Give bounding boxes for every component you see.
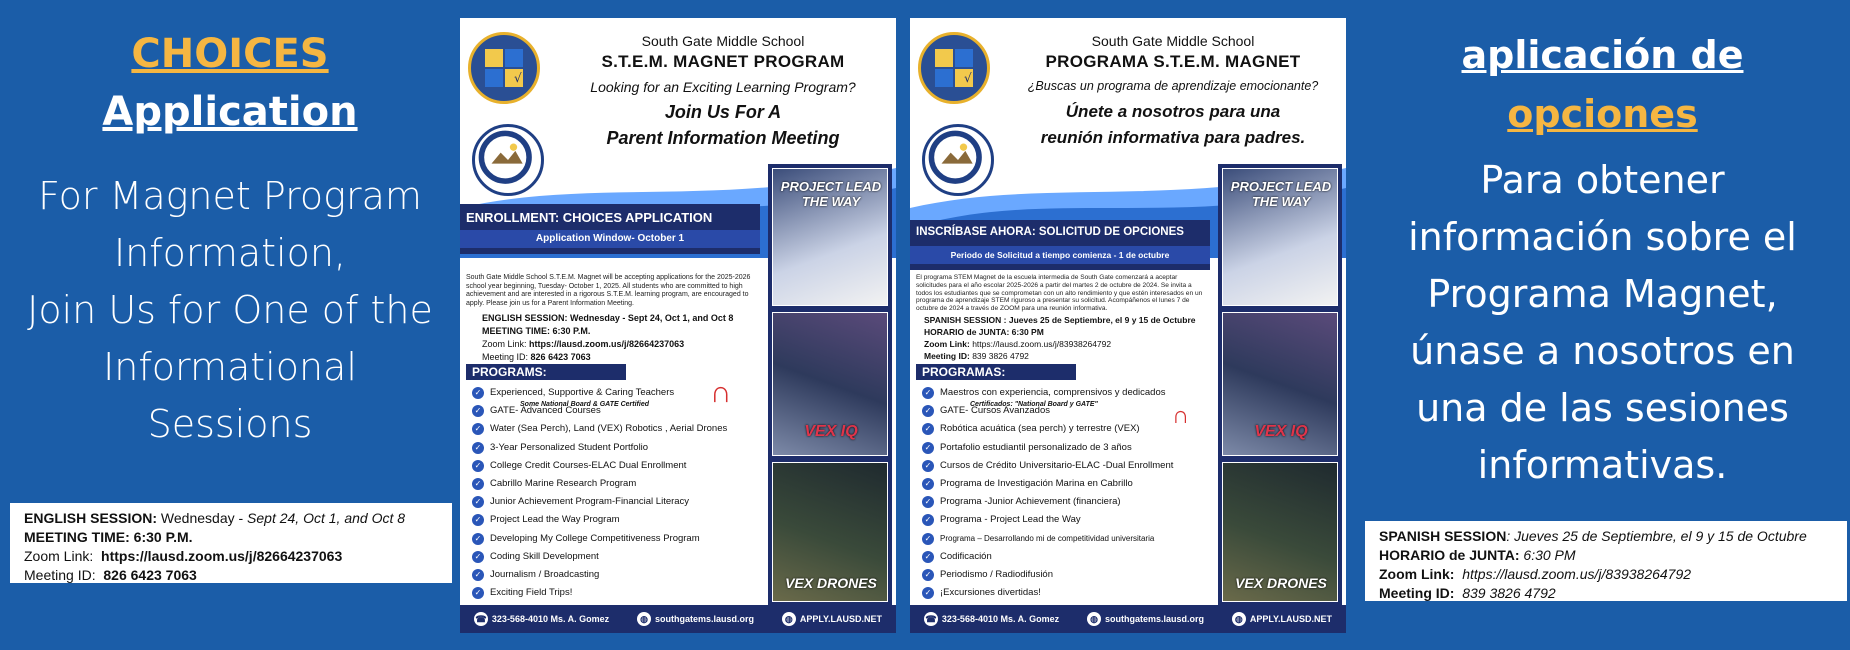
photo-vex-drones [1222,462,1338,602]
check-icon: ✓ [472,533,484,545]
check-icon: ✓ [472,569,484,581]
check-icon: ✓ [922,423,934,435]
photo-vex-drones [772,462,888,602]
zoom-label: Zoom Link: [924,339,970,349]
english-flyer [460,18,896,633]
magnet-icon: ∩ [710,376,732,409]
program-text: Coding Skill Development [490,550,599,562]
check-icon: ✓ [472,551,484,563]
check-icon: ✓ [472,478,484,490]
footer-website[interactable] [1087,612,1204,626]
left-body-text [0,168,460,453]
photo-label: VEX DRONES [785,575,877,591]
flyer-footer [460,605,896,633]
meeting-time-line [24,528,438,547]
meeting-time-line [1379,546,1833,565]
apply-link[interactable]: APPLY.LAUSD.NET [1249,614,1333,624]
program-item [922,530,1212,548]
flyer-footer [910,605,1346,633]
flyer-session-line: ENGLISH SESSION: Wednesday - Sept 24, Oct 1, and Oct 8 [482,313,734,323]
application-window: Periodo de Solicitud a tiempo comienza - 1 de octubre [910,246,1210,264]
photo-label: PROJECT LEAD THE WAY [780,179,882,209]
check-icon: ✓ [922,551,934,563]
session-dates: Sept 24, Oct 1, and Oct 8 [247,510,406,526]
flyer-school-name: South Gate Middle School [641,33,805,49]
program-text: College Credit Courses-ELAC Dual Enrollment [490,459,687,471]
program-text: Programa – Desarrollando mi de competitividad universitaria [940,533,1155,543]
globe-icon: ◍ [1232,612,1246,626]
flyer-zoom-line [482,338,762,351]
left-body-line: Sessions [147,402,313,446]
flyer-zoom-link[interactable]: https://lausd.zoom.us/j/82664237063 [529,339,685,349]
left-body-line: For Magnet Program [38,174,422,218]
program-item [472,548,762,566]
meeting-id-label: Meeting ID: [482,352,529,362]
programs-list [922,384,1212,602]
meeting-id-label: Meeting ID: [24,567,96,583]
flyer-paragraph: South Gate Middle School S.T.E.M. Magnet will be accepting applications for the 2025-2026 school year beginning, Tuesday- October 1, 2025. All students who are committed to high achievement and are interested in a rigorous S.T.E.M. learning program, are encouraged to apply. Please join us for a Parent Information Meeting. [466,274,751,307]
flyer-join-line1: Join Us For A [664,102,782,122]
flyer-session-info [924,314,1204,362]
session-dates: : Jueves 25 de Septiembre, el 9 y 15 de Octubre [1506,528,1807,544]
meeting-id-label: Meeting ID: [924,351,970,361]
program-text: Project Lead the Way Program [490,514,620,526]
check-icon: ✓ [472,514,484,526]
photo-label: PROJECT LEAD THE WAY [1230,179,1332,209]
right-title-aplicacion: aplicación de [1461,33,1744,77]
left-title-application: Application [102,89,358,135]
program-item [472,566,762,584]
program-text: Experienced, Supportive & Caring Teachers [490,387,675,398]
check-icon: ✓ [922,514,934,526]
check-icon: ✓ [922,533,934,545]
svg-text:√: √ [964,71,972,85]
flyer-time-line: MEETING TIME: 6:30 P.M. [482,326,591,336]
meeting-id-line [1379,584,1833,603]
photo-column [1218,164,1342,608]
footer-apply[interactable] [1232,612,1332,626]
check-icon: ✓ [472,387,484,399]
enrollment-title: INSCRÍBASE AHORA: SOLICITUD DE OPCIONES [916,226,1184,238]
photo-column [768,164,892,608]
enrollment-banner [910,220,1210,270]
program-item [922,384,1212,402]
program-text: GATE- Cursos Avanzados [940,405,1051,417]
program-item [922,584,1212,602]
right-body-text [1355,152,1850,494]
check-icon: ✓ [922,587,934,599]
stem-crest-icon [471,35,537,101]
program-text: Junior Achievement Program-Financial Literacy [490,496,690,508]
time-label: MEETING TIME: [24,529,130,545]
check-icon: ✓ [922,387,934,399]
zoom-link-line [24,547,438,566]
right-body-line: informativas. [1477,443,1728,487]
right-body-line: Para obtener [1480,158,1725,202]
program-text: Programa de Investigación Marina en Cabrillo [940,477,1133,489]
svg-text:√: √ [514,71,522,85]
program-item [472,584,762,602]
photo-label: VEX IQ [804,423,858,440]
program-text: Water (Sea Perch), Land (VEX) Robotics , Aerial Drones [490,423,728,435]
certification-note: Some National Board & GATE Certified [520,401,649,408]
footer-phone [924,612,1059,626]
spanish-session-line [1379,527,1833,546]
flyer-question: ¿Buscas un programa de aprendizaje emocionante? [1027,79,1319,93]
time-value: 6:30 P.M. [133,529,193,545]
enrollment-title: ENROLLMENT: CHOICES APPLICATION [466,210,713,225]
program-item [472,439,762,457]
flyer-join-line1: Únete a nosotros para una [1065,102,1281,121]
program-item [922,439,1212,457]
program-item [922,548,1212,566]
flyer-id-line [924,350,1204,362]
photo-label: VEX IQ [1254,423,1308,440]
flyer-zoom-line [924,338,1204,350]
footer-website[interactable] [637,612,754,626]
spanish-flyer [910,18,1346,633]
flyer-question: Looking for an Exciting Learning Program? [590,79,856,95]
spanish-session-box [1365,521,1847,601]
program-text: Robótica acuática (sea perch) y terrestre (VEX) [940,423,1140,435]
photo-vex-iq [772,312,888,456]
program-text: Journalism / Broadcasting [490,568,600,580]
globe-icon: ◍ [637,612,651,626]
meeting-id-value: 839 3826 4792 [972,351,1029,361]
footer-phone [474,612,609,626]
check-icon: ✓ [922,478,934,490]
right-title-opciones: opciones [1507,92,1698,136]
check-icon: ✓ [472,460,484,472]
english-session-box [10,503,452,583]
program-text: Developing My College Competitiveness Program [490,532,700,544]
time-value: 6:30 PM [1523,547,1576,563]
meeting-id-line [24,566,438,585]
check-icon: ✓ [472,587,484,599]
session-label: SPANISH SESSION [1379,528,1507,544]
phone-icon: ☎ [925,614,937,624]
program-text: Maestros con experiencia, comprensivos y dedicados [940,387,1166,398]
flyer-zoom-link[interactable]: https://lausd.zoom.us/j/83938264792 [972,339,1112,349]
program-item [472,420,762,438]
check-icon: ✓ [922,405,934,417]
zoom-link-line [1379,565,1833,584]
zoom-label: Zoom Link: [24,548,94,564]
program-text: ¡Excursiones divertidas! [940,587,1041,599]
program-text: 3-Year Personalized Student Portfolio [490,441,649,453]
zoom-label: Zoom Link: [1379,566,1455,582]
flyer-school-name: South Gate Middle School [1091,33,1255,49]
program-item [922,420,1212,438]
flyer-join-line2: reunión informativa para padres. [1040,128,1306,147]
photo-vex-iq [1222,312,1338,456]
phone-text: 323-568-4010 Ms. A. Gomez [941,614,1060,624]
flyer-session-info [482,312,762,364]
enrollment-banner [460,204,760,254]
check-icon: ✓ [472,423,484,435]
program-text: Exciting Field Trips! [490,587,573,599]
program-text: GATE- Advanced Courses [490,405,601,417]
school-logo [468,32,540,104]
programs-list [472,384,762,602]
program-item [472,475,762,493]
left-body-line: Informational [103,345,357,389]
flyer-session-line: SPANISH SESSION : Jueves 25 de Septiembre, el 9 y 15 de Octubre [924,315,1196,325]
meeting-id-label: Meeting ID: [1379,585,1455,601]
flyer-program-title: S.T.E.M. MAGNET PROGRAM [601,52,845,71]
program-item [472,457,762,475]
right-body-line: información sobre el [1408,215,1797,259]
programs-header: PROGRAMAS: [916,364,1076,380]
zoom-link[interactable]: https://lausd.zoom.us/j/82664237063 [101,548,343,564]
left-title-choices: CHOICES [131,31,329,77]
check-icon: ✓ [922,569,934,581]
stem-crest-icon [921,35,987,101]
check-icon: ✓ [472,442,484,454]
program-text: Periodismo / Radiodifusión [940,568,1054,580]
left-body-line: Information, [113,231,347,275]
left-body-line: Join Us for One of the [27,288,433,332]
flyer-paragraph: El programa STEM Magnet de la escuela intermedia de South Gate comenzará a aceptar solicitudes para el año escolar 2025-2026 a partir del martes 2 de octubre de 2024. Se invita a todos los estudiantes que se comprometan con un alto rendimiento y que estén interesados en un programa de aprendizaje STEM riguroso a presentar su solicitud. Acompáñenos el lunes 7 de octubre de 2024 a través de ZOOM para una reunión informativa. [916,274,1203,313]
website-text[interactable]: southgatems.lausd.org [1105,614,1205,624]
phone-text: 323-568-4010 Ms. A. Gomez [491,614,610,624]
phone-icon: ☎ [475,614,487,624]
flyer-join-line2: Parent Information Meeting [606,128,840,148]
session-label: ENGLISH SESSION: [24,510,158,526]
right-body-line: una de las sesiones [1416,386,1789,430]
program-text: Cabrillo Marine Research Program [490,477,637,489]
footer-apply[interactable] [782,612,882,626]
program-item [922,493,1212,511]
globe-icon: ◍ [782,612,796,626]
apply-link[interactable]: APPLY.LAUSD.NET [799,614,883,624]
english-session-line [24,509,438,528]
check-icon: ✓ [472,496,484,508]
check-icon: ✓ [922,496,934,508]
meeting-id-value: 826 6423 7063 [530,352,591,362]
photo-project-lead [1222,168,1338,306]
flyer-program-title: PROGRAMA S.T.E.M. MAGNET [1045,52,1301,71]
right-body-line: Programa Magnet, [1427,272,1778,316]
program-item [472,493,762,511]
check-icon: ✓ [922,442,934,454]
program-item [472,511,762,529]
program-item [922,457,1212,475]
photo-project-lead [772,168,888,306]
program-item [922,475,1212,493]
program-text: Cursos de Crédito Universitario-ELAC -Dual Enrollment [940,459,1174,471]
certification-note: Certificados: "National Board y GATE" [970,401,1098,408]
meeting-id-value: 826 6423 7063 [103,567,197,583]
globe-icon: ◍ [1087,612,1101,626]
magnet-icon: ∩ [1172,402,1190,429]
program-item [472,530,762,548]
check-icon: ✓ [922,460,934,472]
right-body-line: únase a nosotros en [1410,329,1795,373]
meeting-id-value: 839 3826 4792 [1462,585,1556,601]
check-icon: ✓ [472,405,484,417]
zoom-label: Zoom Link: [482,339,527,349]
program-item [922,566,1212,584]
website-text[interactable]: southgatems.lausd.org [655,614,755,624]
photo-label: VEX DRONES [1235,575,1327,591]
program-text: Programa - Project Lead the Way [940,514,1081,526]
flyer-time-line: HORARIO de JUNTA: 6:30 PM [924,327,1044,337]
flyer-id-line [482,351,762,364]
application-window: Application Window- October 1 [460,230,760,248]
time-label: HORARIO de JUNTA: [1379,547,1520,563]
program-text: Programa -Junior Achievement (financiera) [940,496,1121,508]
zoom-link[interactable]: https://lausd.zoom.us/j/83938264792 [1462,566,1692,582]
program-text: Portafolio estudiantil personalizado de 3 años [940,441,1132,453]
programs-header: PROGRAMS: [466,364,626,380]
program-text: Codificación [940,550,992,562]
program-item [922,511,1212,529]
school-logo [918,32,990,104]
session-day: Wednesday - [160,510,244,526]
